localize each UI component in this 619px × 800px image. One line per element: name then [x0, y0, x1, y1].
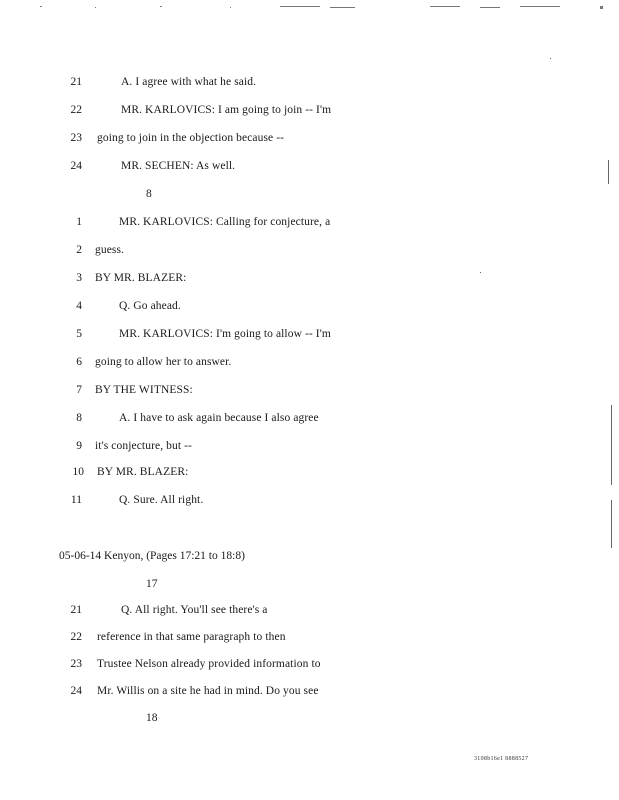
line-number: 24 — [70, 160, 82, 172]
bates-number: 3108b16e1 8888527 — [474, 756, 529, 762]
line-number: 8 — [76, 412, 82, 424]
line-number: 21 — [70, 604, 82, 616]
scan-artifact-top — [0, 0, 619, 8]
line-number: 11 — [70, 494, 82, 506]
scan-speck — [611, 405, 612, 485]
line-number: 9 — [76, 440, 82, 452]
line-text: MR. KARLOVICS: Calling for conjecture, a — [119, 216, 331, 228]
line-number: 23 — [70, 132, 82, 144]
line-number: 5 — [76, 328, 82, 340]
line-number: 2 — [76, 244, 82, 256]
line-text: going to allow her to answer. — [95, 356, 232, 368]
line-number: 3 — [76, 272, 82, 284]
line-text: guess. — [95, 244, 125, 256]
line-text: Q. Sure. All right. — [119, 494, 204, 506]
line-text: BY THE WITNESS: — [95, 384, 193, 396]
line-text: going to join in the objection because -- — [97, 132, 285, 144]
line-number: 7 — [76, 384, 82, 396]
line-number: 10 — [72, 466, 84, 478]
line-number: 22 — [70, 104, 82, 116]
scan-speck — [611, 500, 612, 548]
excerpt-header: 05-06-14 Kenyon, (Pages 17:21 to 18:8) — [59, 550, 245, 562]
line-text: reference in that same paragraph to then — [97, 631, 286, 643]
line-text: Q. All right. You'll see there's a — [121, 604, 268, 616]
line-number: 1 — [76, 216, 82, 228]
page-number: 8 — [146, 188, 152, 200]
page-number: 17 — [146, 578, 158, 590]
line-text: BY MR. BLAZER: — [97, 466, 189, 478]
line-text: BY MR. BLAZER: — [95, 272, 187, 284]
line-text: A. I agree with what he said. — [121, 76, 257, 88]
page-number: 18 — [146, 712, 158, 724]
line-number: 22 — [70, 631, 82, 643]
line-text: Mr. Willis on a site he had in mind. Do you see — [97, 685, 319, 697]
line-number: 6 — [76, 356, 82, 368]
line-number: 23 — [70, 658, 82, 670]
line-text: Q. Go ahead. — [119, 300, 181, 312]
line-text: MR. KARLOVICS: I'm going to allow -- I'm — [119, 328, 331, 340]
line-text: MR. KARLOVICS: I am going to join -- I'm — [121, 104, 332, 116]
line-text: Trustee Nelson already provided information to — [97, 658, 321, 670]
line-text: it's conjecture, but -- — [95, 440, 192, 452]
line-text: A. I have to ask again because I also agree — [119, 412, 319, 424]
line-number: 4 — [76, 300, 82, 312]
line-number: 21 — [70, 76, 82, 88]
line-text: MR. SECHEN: As well. — [121, 160, 236, 172]
scan-speck — [550, 58, 551, 59]
scan-speck — [480, 272, 481, 273]
scan-speck — [608, 160, 609, 184]
line-number: 24 — [70, 685, 82, 697]
